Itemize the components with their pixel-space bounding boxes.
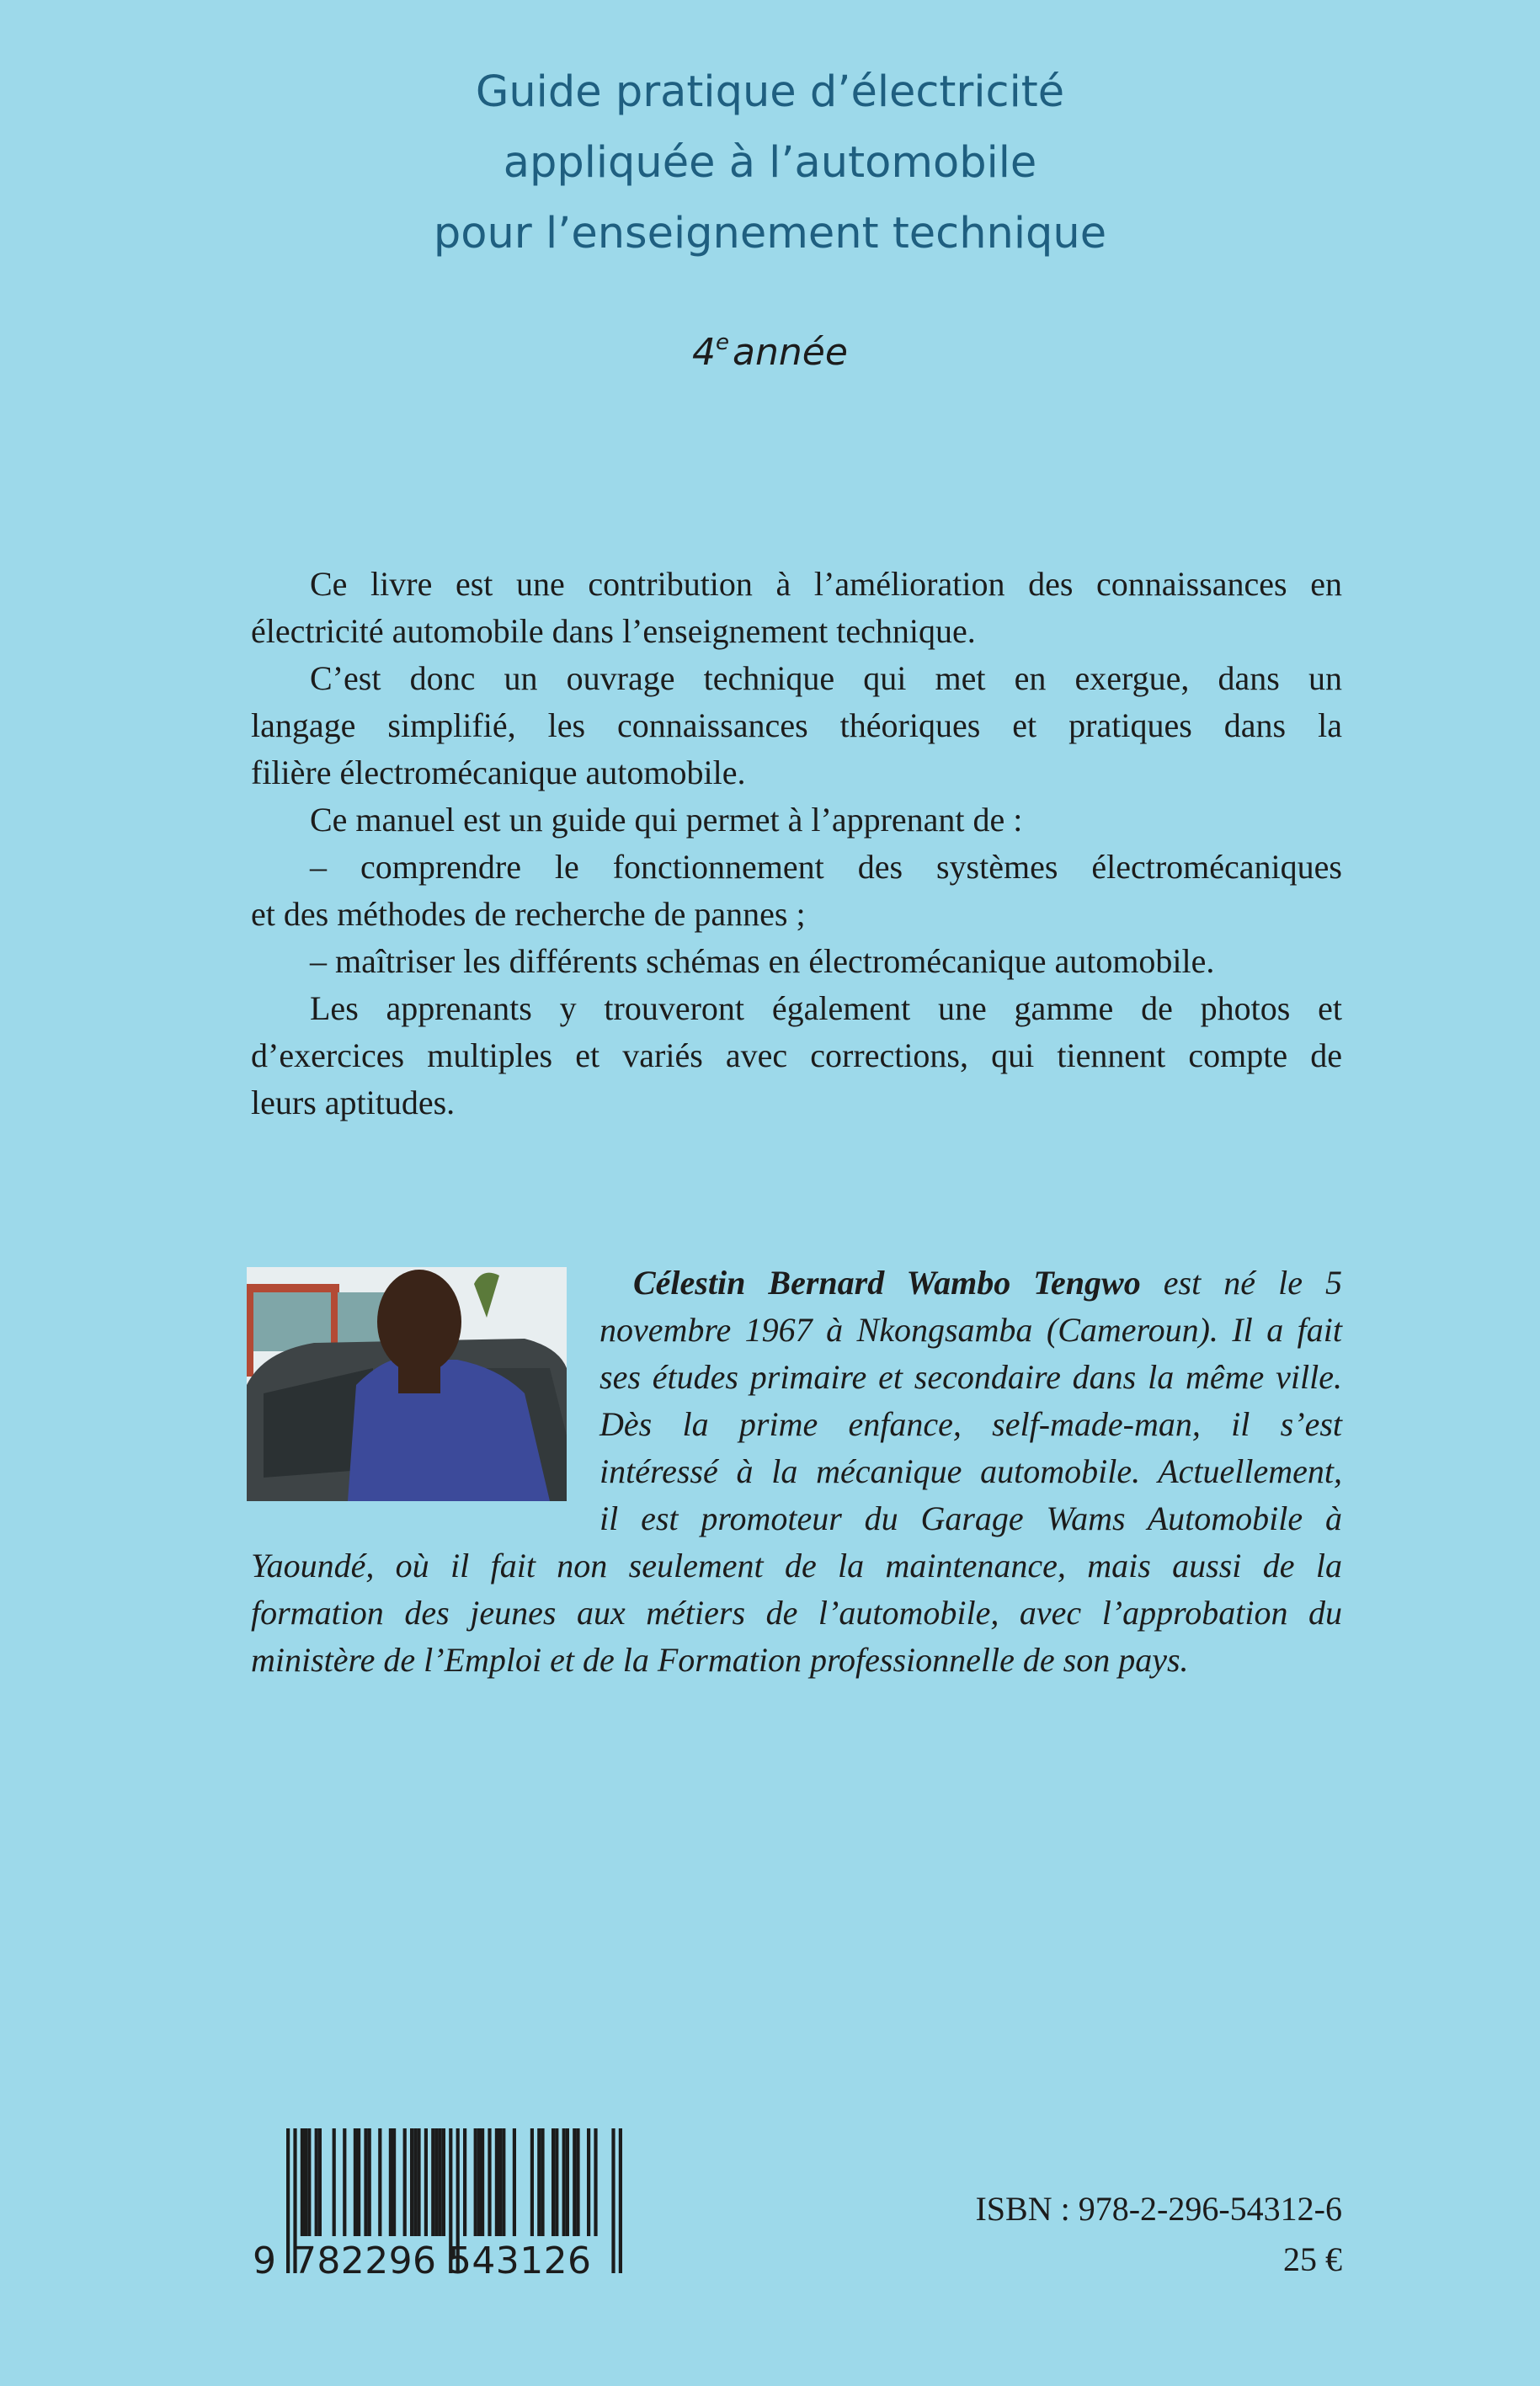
barcode-bar [442,2128,445,2236]
summary-text [251,561,1342,1126]
title-line: pour l’enseignement technique [433,209,1107,258]
bio-text: est né le 5 [1163,1264,1342,1302]
grade-text: année [733,331,848,374]
barcode-bar [562,2128,566,2236]
barcode-bar [498,2128,502,2236]
barcode-bar [502,2128,505,2236]
barcode-bar [541,2128,544,2236]
title-line: appliquée à l’automobile [503,138,1037,188]
barcode-bar [555,2128,558,2236]
bio-line: Dès la prime enfance, self-made-man, il s’est [599,1405,1342,1443]
barcode-bar [403,2128,407,2236]
book-title [0,57,1540,269]
summary-line: électricité automobile dans l’enseignement technique. [251,612,976,650]
bio-line: intéressé à la mécanique automobile. Actuellement, [599,1452,1342,1490]
barcode-bar [552,2128,555,2236]
barcode-bar [301,2128,304,2236]
price: 25 € [1283,2240,1342,2278]
bio-line: il est promoteur du Garage Wams Automobile à [599,1499,1342,1537]
summary-line: – maîtriser les différents schémas en électromécanique automobile. [310,942,1215,980]
barcode-bar [537,2128,541,2236]
barcode-bar [619,2128,622,2273]
grade-level [0,330,1540,374]
barcode-bar [368,2128,371,2236]
bio-line: novembre 1967 à Nkongsamba (Cameroun). Il a fait [599,1311,1342,1349]
barcode-bar [354,2128,357,2236]
author-name: Célestin Bernard Wambo Tengwo [633,1264,1141,1302]
barcode-bar [439,2128,442,2236]
isbn-barcode [253,2128,640,2280]
barcode-left-digits: 782296 [293,2240,436,2280]
barcode-bar [474,2128,477,2236]
barcode-bar [424,2128,428,2236]
barcode-bar [318,2128,322,2236]
isbn-number: ISBN : 978-2-296-54312-6 [975,2190,1342,2228]
barcode-bar [611,2128,615,2273]
barcode-bar [364,2128,367,2236]
barcode-bar [513,2128,516,2236]
barcode-first-digit: 9 [253,2240,276,2280]
barcode-bar [343,2128,346,2236]
summary-line: Ce livre est une contribution à l’amélioration des connaissances en [310,565,1342,603]
summary-line: C’est donc un ouvrage technique qui met en exergue, dans un [310,659,1342,697]
barcode-bar [463,2128,466,2236]
barcode-bar [315,2128,318,2236]
barcode-bar [434,2128,438,2236]
barcode-bar [413,2128,417,2236]
bio-line: ministère de l’Emploi et de la Formation professionnelle de son pays. [251,1641,1189,1679]
barcode-bar [286,2128,290,2273]
title-line: Guide pratique d’électricité [475,67,1065,117]
barcode-bar [307,2128,311,2236]
barcode-bar [389,2128,392,2236]
barcode-bar [417,2128,420,2236]
summary-line: Les apprenants y trouveront également une gamme de photos et [310,989,1342,1027]
bio-line [599,1260,1342,1307]
barcode-bar [392,2128,396,2236]
barcode-bar [481,2128,484,2236]
barcode-bar [357,2128,360,2236]
barcode-bar [431,2128,434,2236]
grade-number: 4 [692,331,717,374]
barcode-bar [566,2128,569,2236]
barcode-bar [304,2128,307,2236]
barcode-right-digits: 543126 [448,2240,591,2280]
summary-line: leurs aptitudes. [251,1084,456,1121]
barcode-bar [573,2128,576,2236]
barcode-bar [576,2128,579,2236]
grade-superscript: e [716,330,730,355]
summary-line: filière électromécanique automobile. [251,754,746,791]
barcode-bar [410,2128,413,2236]
summary-line: langage simplifié, les connaissances théoriques et pratiques dans la [251,706,1342,744]
barcode-bar [333,2128,336,2236]
barcode-bar [495,2128,498,2236]
barcode-bar [477,2128,481,2236]
summary-line: d’exercices multiples et variés avec corrections, qui tiennent compte de [251,1036,1342,1074]
summary-line: – comprendre le fonctionnement des systèmes électromécaniques [310,848,1342,886]
barcode-bar [378,2128,381,2236]
author-bio [251,1260,1342,1684]
barcode-bar [594,2128,597,2236]
summary-line: et des méthodes de recherche de pannes ; [251,895,806,933]
barcode-bar [530,2128,534,2236]
bio-line: Yaoundé, où il fait non seulement de la maintenance, mais aussi de la [251,1547,1342,1584]
bio-line: formation des jeunes aux métiers de l’automobile, avec l’approbation du [251,1594,1342,1632]
barcode-bar [587,2128,590,2236]
barcode-bar [488,2128,491,2236]
summary-line: Ce manuel est un guide qui permet à l’apprenant de : [310,801,1023,839]
bio-line: ses études primaire et secondaire dans la même ville. [599,1358,1342,1396]
